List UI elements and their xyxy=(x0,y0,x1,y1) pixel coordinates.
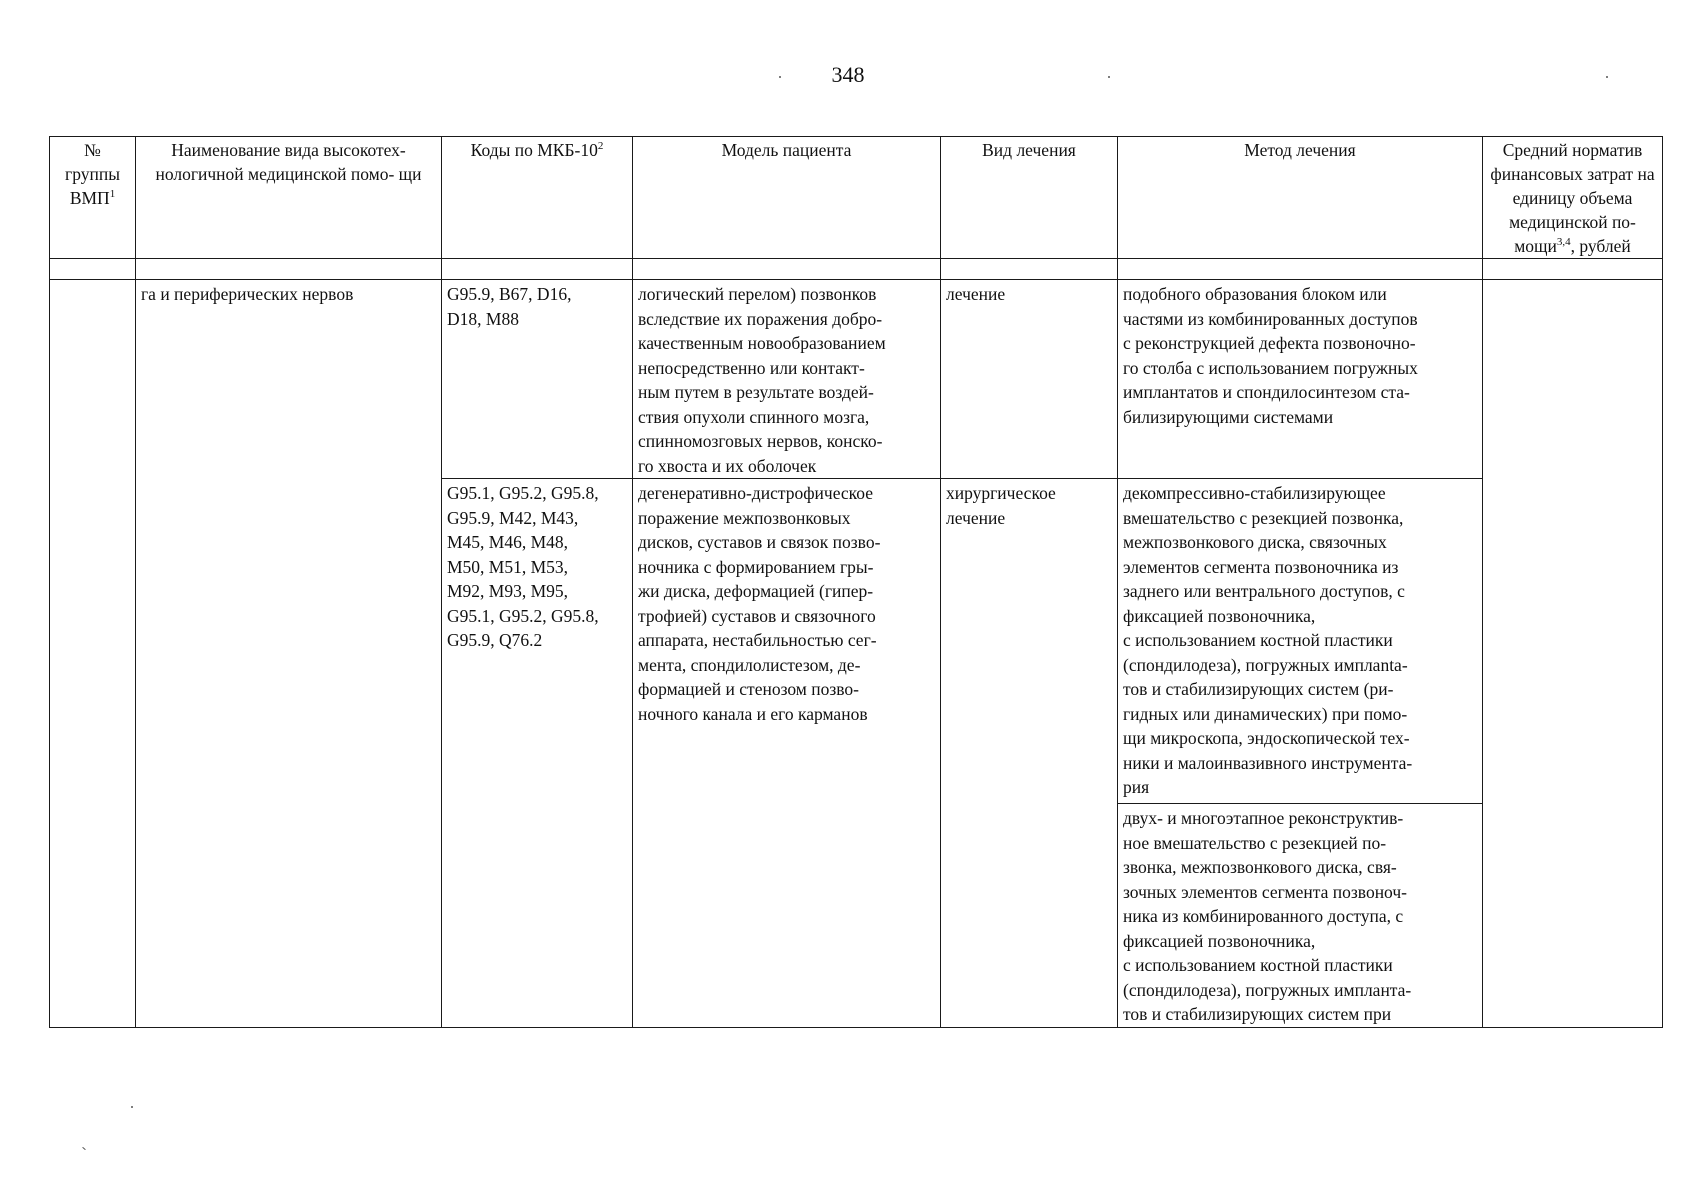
header-group-no-text: № группы ВМП xyxy=(65,140,120,208)
spacer-cell xyxy=(941,259,1118,280)
vmp-table xyxy=(49,136,1663,1028)
cell-group-no xyxy=(50,280,136,1028)
spacer-cell xyxy=(1483,259,1663,280)
cell-codes: G95.9, B67, D16, D18, M88 xyxy=(442,280,633,479)
spacer-cell xyxy=(50,259,136,280)
cell-treatment-type: хирургическое лечение xyxy=(941,479,1118,1028)
header-codes xyxy=(442,137,633,259)
header-cost xyxy=(1483,137,1663,259)
spacer-cell xyxy=(1118,259,1483,280)
scan-speck xyxy=(1108,76,1110,78)
scan-speck xyxy=(82,1147,86,1150)
scan-speck xyxy=(1606,76,1608,78)
header-row xyxy=(50,137,1663,259)
spacer-cell xyxy=(136,259,442,280)
header-codes-text: Коды по МКБ-10 xyxy=(470,140,598,160)
header-cost-tail: , рублей xyxy=(1570,236,1631,256)
cell-cost xyxy=(1483,280,1663,1028)
footnote-marker: 3,4 xyxy=(1556,236,1571,249)
cell-treatment-method: подобного образования блоком или частями из комбинированных доступов с реконструкцией дефекта позвоночно- го столба с использованием погружных имплантатов и спондилосинтезом ста- билизирующими системами xyxy=(1118,280,1483,479)
header-patient-model: Модель пациента xyxy=(633,137,941,259)
cell-treatment-type: лечение xyxy=(941,280,1118,479)
spacer-row xyxy=(50,259,1663,280)
footnote-marker: 1 xyxy=(109,188,116,201)
header-treatment-method: Метод лечения xyxy=(1118,137,1483,259)
cell-patient-model: дегенеративно-дистрофическое поражение межпозвонковых дисков, суставов и связок позво- ночника с формированием гры- жи диска, деформацией (гипер- трофией) суставов и связочного аппарата, нестабильностью сег- мента, спондилолистезом, де- формацией и стенозом позво- ночного канала и его карманов xyxy=(633,479,941,1028)
header-cost-text: Средний норматив финансовых затрат на единицу объема медицинской по- мощи xyxy=(1490,140,1655,256)
cell-treatment-method: двух- и многоэтапное реконструктив- ное вмешательство с резекцией по- звонка, межпозвонкового диска, свя- зочных элементов сегмента позвоноч- ника из комбинированного доступа, с фиксацией позвоночника, с использованием костной пластики (спондилодеза), погружных импланта- тов и стабилизирующих систем при xyxy=(1118,804,1483,1028)
scan-speck xyxy=(779,76,781,78)
cell-patient-model: логический перелом) позвонков вследствие их поражения добро- качественным новообразованием непосредственно или контакт- ным путем в результате воздей- ствия опухоли спинного мозга, спинномозговых нервов, конско- го хвоста и их оболочек xyxy=(633,280,941,479)
page-number: 348 xyxy=(831,62,865,87)
header-treatment-type: Вид лечения xyxy=(941,137,1118,259)
spacer-cell xyxy=(442,259,633,280)
cell-name: га и периферических нервов xyxy=(136,280,442,1028)
cell-treatment-method: декомпрессивно-стабилизирующее вмешательство с резекцией позвонка, межпозвонкового диска, связочных элементов сегмента позвоночника из заднего или вентрального доступов, с фиксацией позвоночника, с использованием костной пластики (спондилодеза), погружных имплanta- тов и стабилизирующих систем (ри- гидных или динамических) при помо- щи микроскопа, эндоскопической тех- ники и малоинвазивного инструмента- рия xyxy=(1118,479,1483,804)
footnote-marker: 2 xyxy=(597,140,604,153)
header-group-no xyxy=(50,137,136,259)
scan-speck xyxy=(131,1106,133,1108)
cell-codes: G95.1, G95.2, G95.8, G95.9, M42, M43, M45, M46, M48, M50, M51, M53, M92, M93, M95, G95.1, G95.2, G95.8, G95.9, Q76.2 xyxy=(442,479,633,1028)
table-row xyxy=(50,280,1663,479)
spacer-cell xyxy=(633,259,941,280)
header-name: Наименование вида высокотех- нологичной медицинской помо- щи xyxy=(136,137,442,259)
